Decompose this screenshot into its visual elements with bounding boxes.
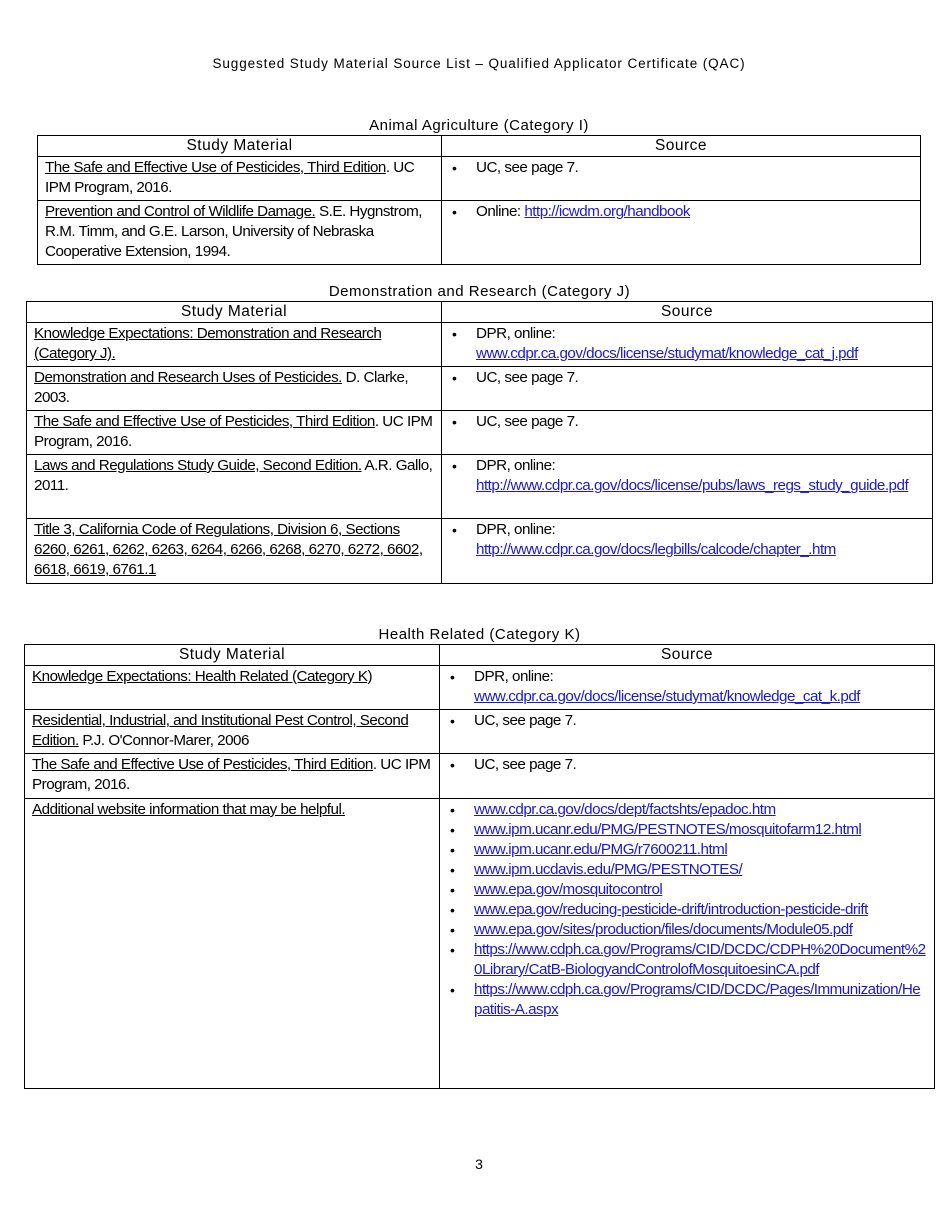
source-item	[449, 520, 926, 560]
source-prefix: DPR, online:	[476, 521, 556, 538]
source-list	[449, 202, 914, 222]
column-header-source: Source	[440, 645, 935, 666]
table-row	[25, 710, 935, 754]
section-health-related	[24, 626, 935, 1089]
source-prefix: Online:	[476, 203, 525, 220]
source-link[interactable]: www.cdpr.ca.gov/docs/license/studymat/knowledge_cat_j.pdf	[476, 345, 858, 362]
study-material-cell	[27, 519, 442, 584]
material-details: P.J. O'Connor-Marer, 2006	[78, 732, 249, 749]
table-row	[27, 411, 933, 455]
material-title: Demonstration and Research Uses of Pesticides.	[34, 369, 342, 386]
source-list	[447, 755, 928, 775]
table-row	[27, 519, 933, 584]
column-header-source: Source	[442, 136, 921, 157]
source-item	[449, 324, 926, 364]
study-material-cell	[27, 411, 442, 455]
material-title: Knowledge Expectations: Health Related (Category K)	[32, 668, 373, 685]
source-link[interactable]: www.cdpr.ca.gov/docs/license/studymat/knowledge_cat_k.pdf	[474, 688, 861, 705]
source-text: UC, see page 7.	[476, 413, 579, 430]
source-item	[447, 800, 928, 820]
source-cell	[440, 754, 935, 799]
source-item	[447, 820, 928, 840]
study-material-cell	[38, 157, 442, 201]
column-header-study-material: Study Material	[38, 136, 442, 157]
source-list	[447, 800, 928, 1020]
column-header-study-material: Study Material	[27, 302, 442, 323]
table-row	[25, 754, 935, 799]
material-title: Title 3, California Code of Regulations, Division 6, Sections 6260, 6261, 6262, 6263, 6264, 6266, 6268, 6270, 6272, 6602, 6618, 6619, 6761.1	[34, 521, 423, 578]
material-title: Knowledge Expectations: Demonstration and Research (Category J).	[34, 325, 382, 362]
table-row	[27, 455, 933, 519]
source-item	[449, 202, 914, 222]
source-text: UC, see page 7.	[474, 712, 577, 729]
source-item	[447, 755, 928, 775]
source-link[interactable]: www.ipm.ucdavis.edu/PMG/PESTNOTES/	[474, 861, 743, 878]
source-link[interactable]: https://www.cdph.ca.gov/Programs/CID/DCDC/CDPH%20Document%20Library/CatB-BiologyandControlofMosquitoesinCA.pdf	[474, 941, 926, 978]
material-details: . UC IPM Program, 2016.	[32, 756, 431, 793]
source-cell	[440, 799, 935, 1089]
source-cell	[442, 201, 921, 265]
source-text: UC, see page 7.	[476, 159, 579, 176]
source-list	[449, 520, 926, 560]
material-title: Laws and Regulations Study Guide, Second Edition.	[34, 457, 362, 474]
material-title: Residential, Industrial, and Institutional Pest Control, Second Edition.	[32, 712, 409, 749]
source-cell	[442, 367, 933, 411]
material-details: A.R. Gallo, 2011.	[34, 457, 433, 494]
section-caption: Health Related (Category K)	[378, 626, 581, 643]
source-item	[447, 940, 928, 980]
study-material-cell	[27, 455, 442, 519]
study-material-cell	[25, 799, 440, 1089]
section-animal-agriculture	[37, 117, 921, 265]
table-row	[27, 323, 933, 367]
material-title: The Safe and Effective Use of Pesticides, Third Edition	[45, 159, 386, 176]
study-material-cell	[25, 710, 440, 754]
source-cell	[442, 455, 933, 519]
source-link[interactable]: http://www.cdpr.ca.gov/docs/license/pubs/laws_regs_study_guide.pdf	[476, 477, 909, 494]
study-material-cell	[38, 201, 442, 265]
source-item	[447, 711, 928, 731]
material-details: S.E. Hygnstrom, R.M. Timm, and G.E. Larson, University of Nebraska Cooperative Extension, 1994.	[45, 203, 423, 260]
source-text: UC, see page 7.	[474, 756, 577, 773]
source-list	[449, 158, 914, 178]
source-link[interactable]: http://www.cdpr.ca.gov/docs/legbills/calcode/chapter_.htm	[476, 541, 836, 558]
source-list	[449, 456, 926, 496]
table-row	[38, 157, 921, 201]
study-material-cell	[27, 323, 442, 367]
section-caption: Demonstration and Research (Category J)	[328, 283, 631, 300]
source-link[interactable]: www.epa.gov/reducing-pesticide-drift/introduction-pesticide-drift	[474, 901, 868, 918]
source-cell	[442, 411, 933, 455]
source-item	[449, 368, 926, 388]
source-item	[447, 667, 928, 707]
source-cell	[442, 323, 933, 367]
source-list	[449, 324, 926, 364]
page-number: 3	[475, 1156, 483, 1172]
source-cell	[442, 519, 933, 584]
material-title: The Safe and Effective Use of Pesticides, Third Edition	[32, 756, 373, 773]
source-prefix: DPR, online:	[474, 668, 554, 685]
source-cell	[440, 710, 935, 754]
source-cell	[442, 157, 921, 201]
document-title: Suggested Study Material Source List – Qualified Applicator Certificate (QAC)	[212, 56, 746, 71]
source-item	[447, 880, 928, 900]
study-material-table	[24, 644, 935, 1089]
source-link[interactable]: www.epa.gov/sites/production/files/documents/Module05.pdf	[474, 921, 853, 938]
source-item	[447, 840, 928, 860]
source-link[interactable]: www.epa.gov/mosquitocontrol	[474, 881, 663, 898]
source-text: UC, see page 7.	[476, 369, 579, 386]
column-header-source: Source	[442, 302, 933, 323]
material-details: . UC IPM Program, 2016.	[34, 413, 433, 450]
table-row	[25, 799, 935, 1089]
section-caption: Animal Agriculture (Category I)	[369, 117, 589, 134]
source-link[interactable]: http://icwdm.org/handbook	[524, 203, 690, 220]
source-item	[449, 412, 926, 432]
study-material-table	[37, 135, 921, 265]
source-item	[449, 456, 926, 496]
source-item	[449, 158, 914, 178]
source-prefix: DPR, online:	[476, 457, 556, 474]
source-list	[447, 711, 928, 731]
source-list	[449, 368, 926, 388]
source-link[interactable]: www.cdpr.ca.gov/docs/dept/factshts/epadoc.htm	[474, 801, 776, 818]
study-material-cell	[25, 666, 440, 710]
source-item	[447, 900, 928, 920]
source-prefix: DPR, online:	[476, 325, 556, 342]
source-list	[449, 412, 926, 432]
table-row	[38, 201, 921, 265]
material-title: Additional website information that may be helpful.	[32, 801, 346, 818]
table-header-row	[38, 136, 921, 157]
table-header-row	[25, 645, 935, 666]
study-material-table	[26, 301, 933, 584]
source-item	[447, 980, 928, 1020]
source-item	[447, 860, 928, 880]
study-material-cell	[27, 367, 442, 411]
source-link[interactable]: https://www.cdph.ca.gov/Programs/CID/DCDC/Pages/Immunization/Hepatitis-A.aspx	[474, 981, 921, 1018]
study-material-cell	[25, 754, 440, 799]
section-demonstration-research	[26, 283, 933, 584]
source-list	[447, 667, 928, 707]
column-header-study-material: Study Material	[25, 645, 440, 666]
source-link[interactable]: www.ipm.ucanr.edu/PMG/r7600211.html	[474, 841, 728, 858]
source-link[interactable]: www.ipm.ucanr.edu/PMG/PESTNOTES/mosquitofarm12.html	[474, 821, 862, 838]
table-row	[25, 666, 935, 710]
source-cell	[440, 666, 935, 710]
material-title: The Safe and Effective Use of Pesticides, Third Edition	[34, 413, 375, 430]
material-details: D. Clarke, 2003.	[34, 369, 409, 406]
material-details: . UC IPM Program, 2016.	[45, 159, 415, 196]
table-header-row	[27, 302, 933, 323]
source-item	[447, 920, 928, 940]
material-title: Prevention and Control of Wildlife Damage.	[45, 203, 316, 220]
table-row	[27, 367, 933, 411]
